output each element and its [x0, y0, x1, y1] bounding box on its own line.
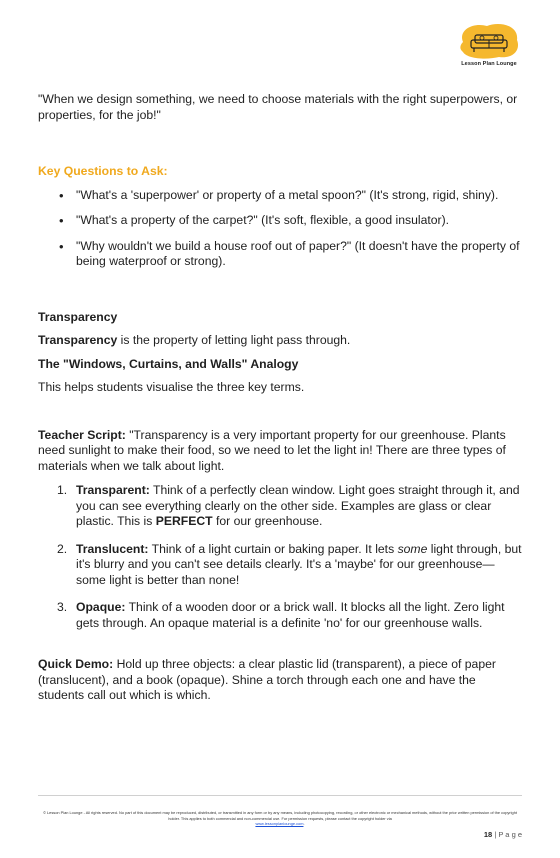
item-term: Opaque:: [76, 600, 126, 614]
list-item: [57, 600, 524, 631]
item-text: Think of a wooden door or a brick wall. It blocks all the light. Zero light gets through. An opaque material is a definite 'no' for our greenhouse walls.: [76, 600, 505, 630]
item-number: 3.: [57, 600, 68, 614]
item-number: 1.: [57, 483, 68, 497]
quick-demo-label: Quick Demo:: [38, 657, 114, 671]
website-link[interactable]: www.lessonplanlounge.com: [255, 821, 304, 827]
quick-demo-text: Hold up three objects: a clear plastic lid (transparent), a piece of paper (translucent), and a book (opaque). Shine a torch through each one and have the students call out which is which.: [38, 657, 496, 702]
page-number: [484, 830, 522, 839]
brand-logo: [455, 22, 523, 67]
page-number-value: 18: [483, 830, 493, 839]
teacher-script-label: Teacher Script:: [38, 427, 126, 442]
list-item: [57, 483, 524, 530]
item-text: Think of a light curtain or baking paper. It lets: [148, 541, 398, 556]
material-types-list: [38, 483, 524, 631]
list-item: • "What's a property of the carpet?" (It's soft, flexible, a good insulator).: [76, 213, 524, 229]
copyright-text: © Lesson Plan Lounge - All rights reserved. No part of this document may be reproduced, distributed, or transmitted in any form or by any means, including photocopying, recording, or other electronic or mechanical methods, without the prior written permission of the copyright holder. This applies to both commercial and non-commercial use. For permission requests, please contact the copyright holder via: [43, 810, 517, 821]
page-label: P a g e: [498, 830, 522, 839]
teacher-script-text: "Transparency is a very important property for our greenhouse. Plants need sunlight to make their food, so we need to let the light in! There are three types of materials when we talk about light.: [38, 427, 506, 473]
sofa-logo-icon: [455, 22, 523, 60]
page-content: [38, 92, 524, 704]
list-item: • "What's a 'superpower' or property of a metal spoon?" (It's strong, rigid, shiny).: [76, 188, 524, 204]
item-term: Translucent:: [76, 541, 149, 556]
definition-term: Transparency: [38, 333, 118, 347]
section-spacer: [38, 404, 524, 428]
footer-copyright: [40, 810, 520, 827]
link-suffix: .: [303, 821, 305, 827]
analogy-text: This helps students visualise the three key terms.: [38, 380, 305, 394]
item-term: Transparent:: [76, 483, 150, 497]
item-text-end: light through, but it's blurry and you can't see details clearly. It's a 'maybe' for our greenhouse—some light is better than none!: [76, 541, 522, 587]
analogy-heading: The "Windows, Curtains, and Walls" Analogy: [38, 356, 299, 371]
quick-demo: [38, 657, 524, 704]
item-emphasis: some: [397, 541, 428, 556]
list-item: [57, 541, 524, 589]
transparency-heading: Transparency: [38, 309, 118, 324]
teacher-script: [38, 428, 524, 475]
page-separator: |: [492, 830, 499, 839]
item-emphasis: PERFECT: [155, 514, 213, 528]
item-text: Think of a perfectly clean window. Light goes straight through it, and you can see everything clearly on the other side. Examples are glass or clear plastic. This is: [76, 483, 520, 528]
definition-text: is the property of letting light pass through.: [117, 333, 351, 347]
logo-text: Lesson Plan Lounge: [461, 61, 517, 67]
key-questions-list: [38, 188, 524, 270]
transparency-definition: [38, 333, 524, 349]
item-text-end: for our greenhouse.: [212, 514, 323, 528]
key-questions-heading: Key Questions to Ask:: [38, 164, 168, 178]
list-item: • "Why wouldn't we build a house roof out of paper?" (It doesn't have the property of being waterproof or strong).: [76, 239, 524, 270]
item-number: 2.: [57, 541, 68, 556]
intro-quote: "When we design something, we need to choose materials with the right superpowers, or properties, for the job!": [38, 92, 518, 122]
footer-divider: [38, 795, 522, 796]
